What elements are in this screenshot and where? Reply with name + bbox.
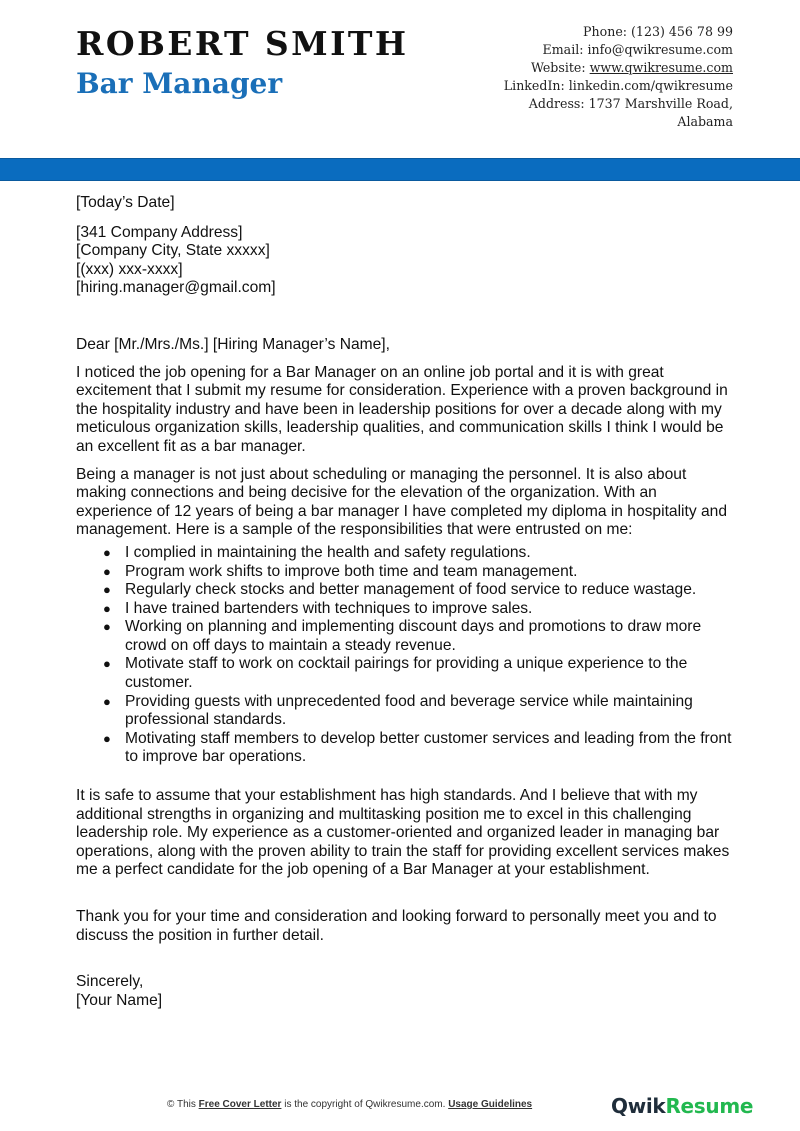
list-item (103, 692, 736, 730)
copyright-notice (167, 1099, 532, 1110)
list-item-text: Regularly check stocks and better management of food service to reduce wastage. (125, 581, 697, 599)
contact-linkedin: LinkedIn: linkedin.com/qwikresume (503, 78, 733, 93)
contact-email: Email: info@qwikresume.com (542, 42, 733, 57)
spacer (76, 298, 736, 336)
contact-block (504, 23, 733, 131)
recipient-city-state: [Company City, State xxxxx] (76, 242, 270, 260)
free-cover-letter-link[interactable]: Free Cover Letter (198, 1099, 282, 1110)
spacer (76, 767, 736, 787)
paragraph-thanks: Thank you for your time and consideration and looking forward to personally meet you and to discuss the position in further detail. (76, 908, 717, 944)
list-item (103, 581, 736, 600)
bullet-icon: ● (103, 730, 111, 746)
bullet-icon: ● (103, 619, 111, 635)
accent-divider-bar (0, 158, 800, 181)
closing: Sincerely, (76, 973, 144, 991)
qwikresume-logo[interactable] (611, 1094, 753, 1118)
spacer (76, 945, 736, 973)
logo-resume: Resume (665, 1094, 754, 1118)
bullet-icon: ● (103, 693, 111, 709)
list-item (103, 562, 736, 582)
contact-address-line2: Alabama (677, 114, 733, 129)
list-item-text: Motivate staff to work on cocktail pairings for providing a unique experience to the customer. (125, 655, 688, 692)
contact-website-label: Website: (530, 60, 590, 75)
paragraph-intro: I noticed the job opening for a Bar Manager on an online job portal and it is with great excitement that I submit my resume for consideration. Experience with a proven background in the hospitality industry and have been in leadership positions for over a decade along with my meticulous organization skills, leadership qualities, and communication skills I think I would be an excellent fit as a bar manager. (76, 363, 728, 455)
copyright-prefix: © This (167, 1099, 199, 1110)
recipient-address: [341 Company Address] (76, 223, 243, 241)
contact-phone: Phone: (123) 456 78 99 (583, 24, 733, 39)
job-title: Bar Manager (76, 67, 283, 100)
recipient-phone: [(xxx) xxx-xxxx] (76, 260, 183, 278)
bullet-icon: ● (103, 563, 111, 579)
recipient-email: [hiring.manager@gmail.com] (76, 279, 276, 297)
list-item (103, 655, 736, 692)
list-item (103, 599, 736, 619)
list-item-text: Motivating staff members to develop better customer services and leading from the front to improve bar operations. (125, 729, 732, 766)
list-item-text: Providing guests with unprecedented food and beverage service while maintaining professional standards. (125, 692, 693, 729)
list-item (103, 729, 736, 767)
responsibilities-list (76, 544, 736, 767)
bullet-icon: ● (103, 656, 111, 672)
paragraph-closing-pitch: It is safe to assume that your establishment has high standards. And I believe that with my additional strengths in organizing and multitasking position me to excel in this challenging leadership role. My experience as a customer-oriented and organized leader in managing bar operations, along with the proven ability to train the staff for providing excellent services makes me a perfect candidate for the job opening of a Bar Manager at your establishment. (76, 787, 730, 879)
copyright-middle: is the copyright of Qwikresume.com. (281, 1099, 449, 1110)
letter-body (76, 194, 736, 1010)
bullet-icon: ● (103, 544, 111, 560)
paragraph-experience: Being a manager is not just about scheduling or managing the personnel. It is also about making connections and being decisive for the elevation of the organization. With an experience of 12 years of being a bar manager I have completed my diploma in hospitality and management. Here is a sample of the responsibilities that were entrusted on me: (76, 465, 727, 539)
list-item-text: I have trained bartenders with techniques to improve sales. (125, 599, 533, 617)
website-link[interactable]: www.qwikresume.com (589, 60, 733, 75)
logo-qwik: Qwik (611, 1094, 666, 1118)
contact-website (504, 59, 733, 77)
candidate-name: ROBERT SMITH (76, 24, 409, 63)
spacer (76, 880, 736, 908)
list-item-text: Working on planning and implementing discount days and promotions to draw more crowd on off days to maintain a steady revenue. (125, 618, 702, 654)
list-item-text: I complied in maintaining the health and safety regulations. (125, 543, 531, 561)
letter-date: [Today’s Date] (76, 194, 175, 211)
bullet-icon: ● (103, 582, 111, 598)
list-item-text: Program work shifts to improve both time and team management. (125, 562, 578, 580)
usage-guidelines-link[interactable]: Usage Guidelines (448, 1099, 533, 1110)
list-item (103, 543, 736, 563)
signature: [Your Name] (76, 991, 163, 1009)
contact-address-line1: Address: 1737 Marshville Road, (528, 96, 733, 111)
bullet-icon: ● (103, 600, 111, 616)
list-item (103, 618, 736, 655)
salutation: Dear [Mr./Mrs./Ms.] [Hiring Manager’s Name], (76, 335, 390, 353)
